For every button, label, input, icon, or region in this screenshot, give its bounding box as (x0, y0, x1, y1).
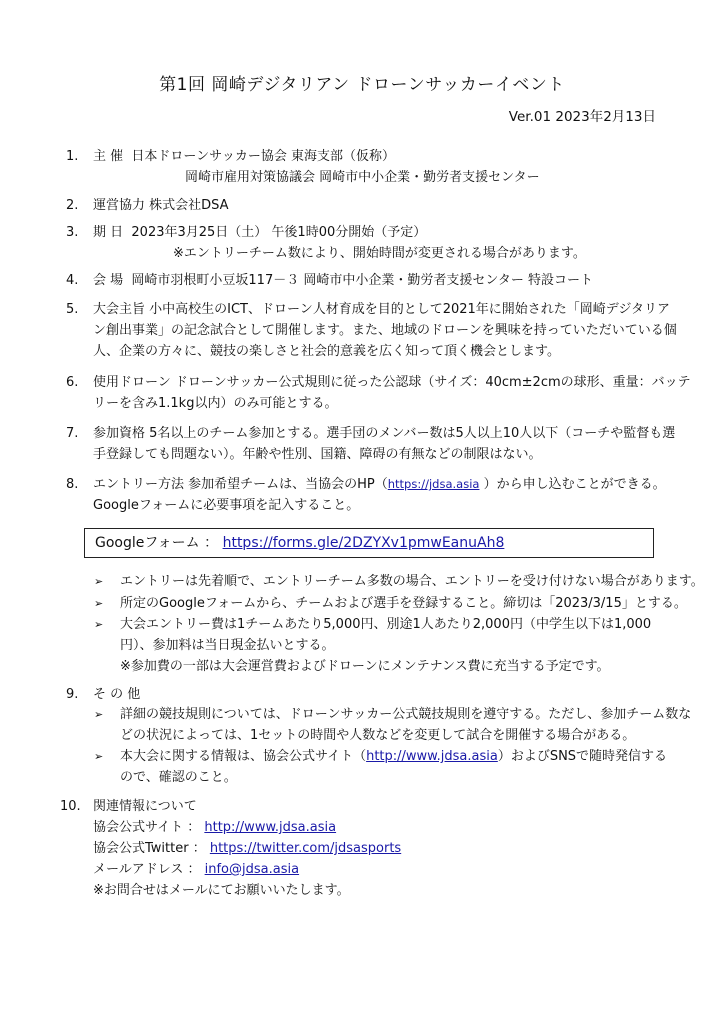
entry-line-2: Googleフォームに必要事項を記入すること。 (93, 498, 360, 513)
page-title: 第1回 岡崎デジタリアン ドローンサッカーイベント (159, 75, 565, 95)
date-note: ※エントリーチーム数により、開始時間が変更される場合があります。 (173, 246, 586, 261)
section-number: 7. (66, 426, 79, 441)
entry-line-1b: ）から申し込むことができる。 (479, 477, 666, 492)
contact-note: ※お問合せはメールにてお願いいたします。 (93, 883, 350, 898)
official-site-link[interactable]: http://www.jdsa.asia (204, 820, 337, 835)
section-label: 期 日 (93, 225, 124, 240)
organizer-line-2: 岡崎市雇用対策協議会 岡崎市中小企業・勤労者支援センター (185, 170, 540, 185)
date-line-1: 2023年3月25日（土） 午後1時00分開始（予定） (131, 225, 427, 240)
arrow-bullet-icon: ➢ (94, 618, 104, 631)
bullet-text: 本大会に関する情報は、協会公式サイト（ (120, 749, 367, 764)
drone-line-2: リーを含み1.1kg以内）のみ可能とする。 (93, 396, 338, 411)
bullet-text: 円）、参加料は当日現金払いとする。 (120, 638, 335, 653)
bullet-text: ので、確認のこと。 (120, 770, 237, 785)
google-form-link[interactable]: https://forms.gle/2DZYXv1pmwEanuAh8 (222, 535, 505, 551)
arrow-bullet-icon: ➢ (94, 750, 104, 763)
google-form-box (84, 528, 654, 558)
bullet-text: 詳細の競技規則については、ドローンサッカー公式競技規則を遵守する。ただし、参加チーム数な (120, 707, 692, 722)
email-link[interactable]: info@jdsa.asia (204, 862, 300, 877)
section-label: 関連情報について (93, 799, 197, 814)
bullet-text: ）およびSNSで随時発信する (497, 749, 668, 764)
drone-line-1: 使用ドローン ドローンサッカー公式規則に従った公認球（サイズ：40cm±2cmの球形、重量：バッテ (93, 375, 691, 390)
section-number: 1. (66, 149, 79, 164)
operation-text: 運営協力 株式会社DSA (93, 198, 229, 213)
twitter-label: 協会公式Twitter ： (93, 841, 210, 856)
arrow-bullet-icon: ➢ (94, 597, 104, 610)
section-number: 9. (66, 687, 79, 702)
purpose-line-1: 大会主旨 小中高校生のICT、ドローン人材育成を目的として2021年に開始された「岡崎デジタリア (93, 302, 671, 317)
section-number: 4. (66, 273, 79, 288)
section-number: 10. (60, 799, 81, 814)
section-label: 主 催 (93, 149, 124, 164)
bullet-note: ※参加費の一部は大会運営費およびドローンにメンテナンス費に充当する予定です。 (120, 659, 610, 674)
purpose-line-2: ン創出事業」の記念試合として開催します。また、地域のドローンを興味を持っていただいている個 (93, 323, 677, 338)
organizer-line-1: 日本ドローンサッカー協会 東海支部（仮称） (131, 149, 396, 164)
bullet-text: 大会エントリー費は1チームあたり5,000円、別途1人あたり2,000円（中学生以下は1,000 (120, 617, 652, 632)
eligibility-line-2: 手登録しても問題ない）。年齢や性別、国籍、障碍の有無などの制限はない。 (93, 447, 542, 462)
section-number: 6. (66, 375, 79, 390)
jdsa-hp-link[interactable]: https://jdsa.asia (387, 477, 480, 491)
twitter-link[interactable]: https://twitter.com/jdsasports (209, 841, 402, 856)
entry-line-1a: エントリー方法 参加希望チームは、当協会のHP（ (93, 477, 388, 492)
bullet-text: どの状況によっては、1セットの時間や人数などを変更して試合を開催する場合がある。 (120, 728, 636, 743)
mail-label: メールアドレス ： (93, 862, 205, 877)
section-number: 2. (66, 198, 79, 213)
bullet-text: エントリーは先着順で、エントリーチーム多数の場合、エントリーを受け付けない場合があります。 (120, 574, 704, 589)
site-label: 協会公式サイト ： (93, 820, 205, 835)
section-number: 3. (66, 225, 79, 240)
arrow-bullet-icon: ➢ (94, 575, 104, 588)
version-date: Ver.01 2023年2月13日 (508, 109, 656, 125)
purpose-line-3: 人、企業の方々に、競技の楽しさと社会的意義を広く知って頂く機会とします。 (93, 344, 560, 359)
google-form-label: Googleフォーム ： (95, 535, 223, 551)
section-number: 8. (66, 477, 79, 492)
section-number: 5. (66, 302, 79, 317)
eligibility-line-1: 参加資格 5名以上のチーム参加とする。選手団のメンバー数は5人以上10人以下（コーチや監督も選 (93, 426, 676, 441)
jdsa-site-link[interactable]: http://www.jdsa.asia (366, 749, 498, 764)
section-label: そ の 他 (93, 687, 141, 702)
bullet-text: 所定のGoogleフォームから、チームおよび選手を登録すること。締切は「2023/3/15」とする。 (120, 596, 687, 611)
venue-text: 岡崎市羽根町小豆坂117－３ 岡崎市中小企業・勤労者支援センター 特設コート (131, 273, 593, 288)
section-label: 会 場 (93, 273, 124, 288)
arrow-bullet-icon: ➢ (94, 708, 104, 721)
